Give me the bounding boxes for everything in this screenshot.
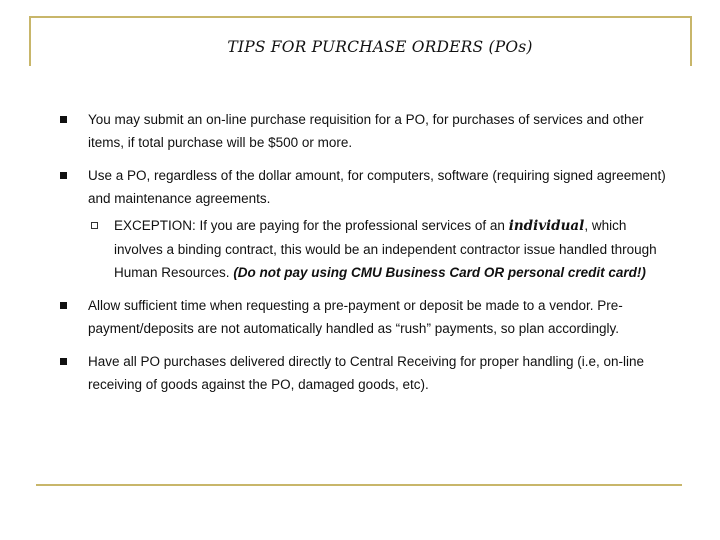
frame-top-rule [30,16,692,18]
sub-bullet-exception [114,214,674,284]
bullet-text: Allow sufficient time when requesting a pre-payment or deposit be made to a vendor. Pre-payment/deposits are not automatically handled as “rush” payments, so plan accordingly. [88,298,623,336]
bullet-item-prepayment [58,294,674,340]
bullet-item-use-po [58,164,674,210]
exception-emphasis: individual [508,218,585,234]
square-bullet-icon [60,172,67,179]
square-bullet-icon [60,358,67,365]
bullet-list [58,108,674,406]
bullet-text: Have all PO purchases delivered directly to Central Receiving for proper handling (i.e, on-line receiving of goods against the PO, damaged goods, etc). [88,354,645,392]
square-bullet-icon [60,302,67,309]
bullet-item-central-receiving [58,350,674,396]
exception-prefix: EXCEPTION: If you are paying for the professional services of an [114,218,509,233]
bullet-text: Use a PO, regardless of the dollar amount, for computers, software (requiring signed agreement) and maintenance agreements. [88,168,666,206]
bullet-item-po-requisition [58,108,674,154]
frame-bottom-rule [36,484,682,486]
hollow-square-bullet-icon [91,222,98,229]
exception-warning: (Do not pay using CMU Business Card OR personal credit card!) [233,265,646,280]
square-bullet-icon [60,116,67,123]
exception-middle: , which involves a binding contract, this would be an independent contractor issue handled through Human Resources. [114,218,657,280]
slide-title: TIPS FOR PURCHASE ORDERS (POs) [227,38,533,56]
bullet-text: You may submit an on-line purchase requisition for a PO, for purchases of services and other items, if total purchase will be $500 or more. [88,112,644,150]
